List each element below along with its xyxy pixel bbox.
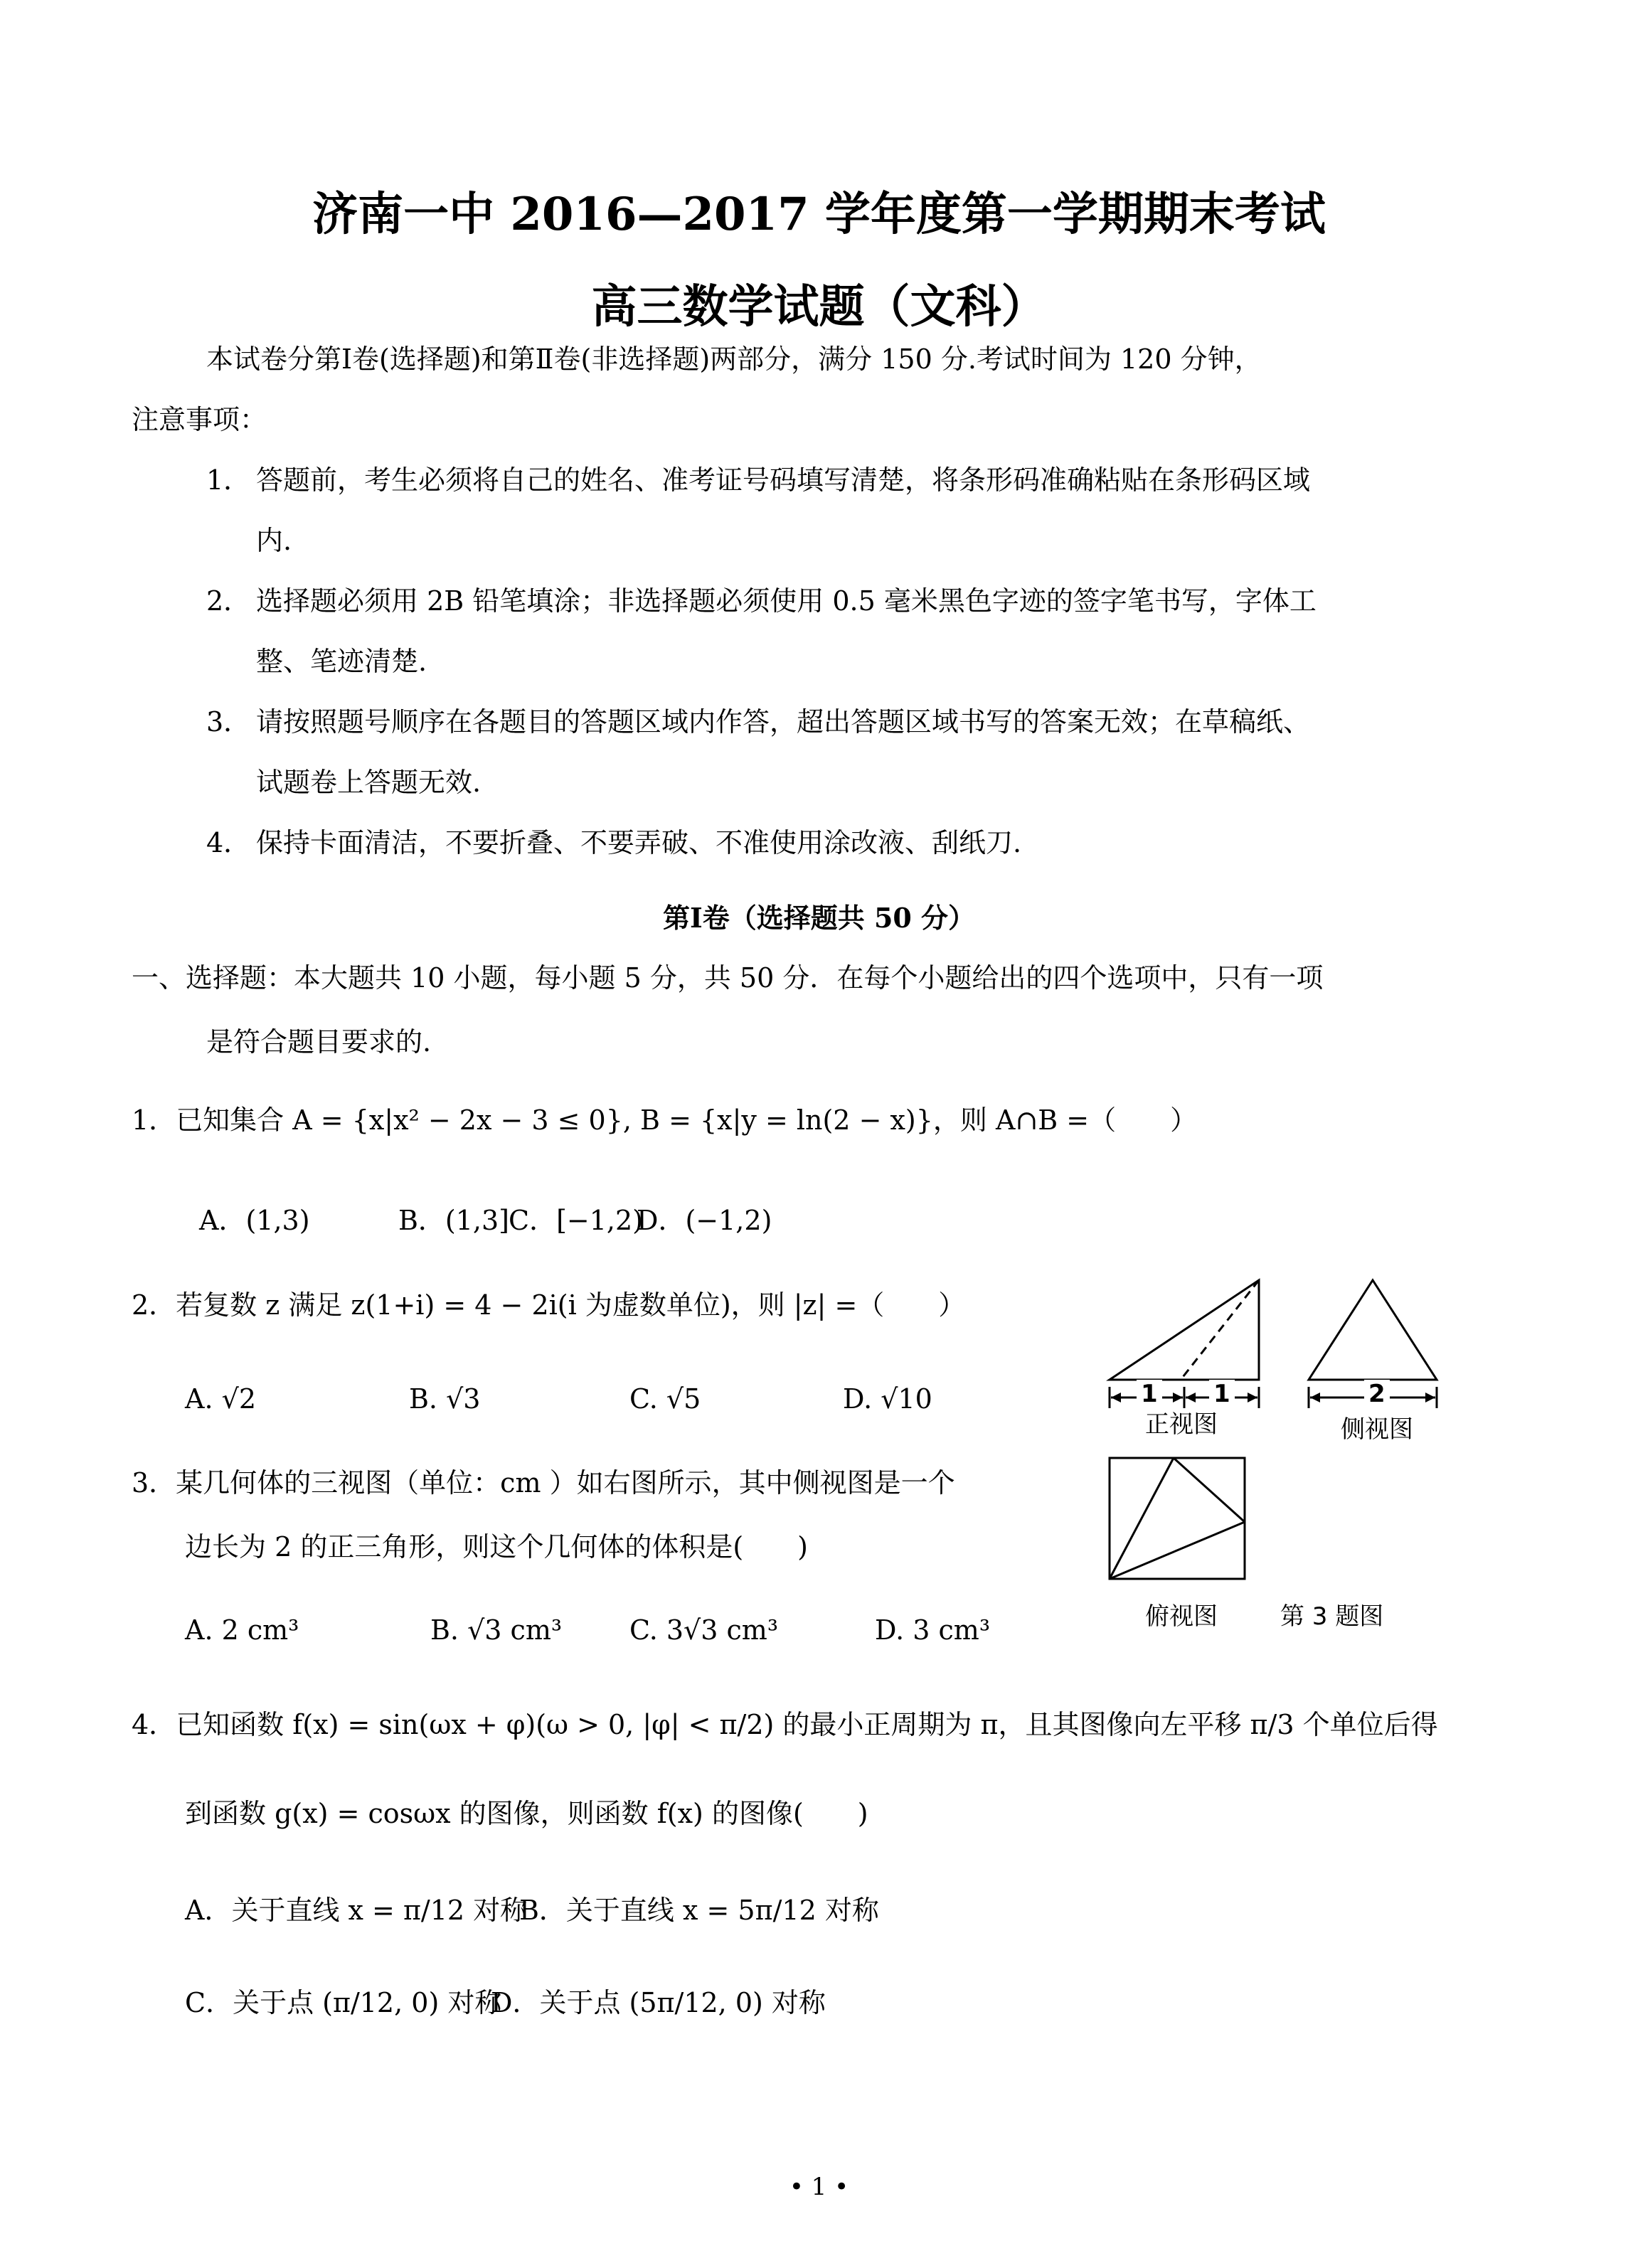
- front-view-label: 正视图: [1145, 1410, 1218, 1439]
- note-2-num: 2．: [206, 585, 251, 617]
- question-4-option-d: D．关于点 (5π/12, 0) 对称: [491, 1987, 826, 2018]
- figure-caption: 第 3 题图: [1280, 1602, 1384, 1631]
- question-3-option-b: B. √3 cm³: [430, 1614, 563, 1646]
- note-2-line2: 整、笔迹清楚.: [256, 646, 427, 677]
- front-view-dimension-2: 1: [1209, 1380, 1235, 1408]
- exam-title: 济南一中 2016—2017 学年度第一学期期末考试: [312, 188, 1326, 241]
- note-4-num: 4．: [206, 827, 251, 858]
- top-view-figure: [1095, 1451, 1273, 1593]
- note-1-line2: 内.: [256, 525, 292, 556]
- section-instructions-line1: 一、选择题：本大题共 10 小题，每小题 5 分，共 50 分．在每个小题给出的四个选项中，只有一项: [132, 962, 1324, 994]
- question-2-option-c: C. √5: [629, 1383, 701, 1415]
- front-view-dimension-1: 1: [1137, 1380, 1162, 1408]
- page-number: • 1 •: [789, 2173, 849, 2201]
- question-2-option-d: D. √10: [843, 1383, 932, 1415]
- question-3-line1: 3．某几何体的三视图（单位：cm ）如右图所示，其中侧视图是一个: [132, 1467, 955, 1498]
- question-2-stem: 2．若复数 z 满足 z(1+i) = 4 − 2i(i 为虚数单位)，则 |z| =（ ）: [132, 1289, 966, 1321]
- question-3-line2: 边长为 2 的正三角形，则这个几何体的体积是( ): [185, 1531, 808, 1562]
- side-view-label: 侧视图: [1341, 1415, 1413, 1444]
- question-4-option-c: C．关于点 (π/12, 0) 对称: [185, 1987, 502, 2018]
- question-2-option-a: A. √2: [185, 1383, 256, 1415]
- note-3-line2: 试题卷上答题无效.: [256, 767, 482, 798]
- intro-line: 本试卷分第Ⅰ卷(选择题)和第Ⅱ卷(非选择题)两部分，满分 150 分.考试时间为 120 分钟，: [206, 344, 1262, 375]
- section-instructions-line2: 是符合题目要求的.: [206, 1026, 432, 1058]
- exam-subtitle: 高三数学试题（文科）: [591, 280, 1047, 334]
- question-4-option-a: A．关于直线 x = π/12 对称: [185, 1895, 528, 1926]
- side-view-dimension: 2: [1364, 1380, 1390, 1408]
- question-4-option-b: B．关于直线 x = 5π/12 对称: [519, 1895, 879, 1926]
- question-1-option-b: B．(1,3]: [398, 1205, 510, 1236]
- note-4-line1: 保持卡面清洁，不要折叠、不要弄破、不准使用涂改液、刮纸刀.: [256, 827, 1022, 858]
- notes-heading: 注意事项：: [132, 404, 267, 435]
- note-3-line1: 请按照题号顺序在各题目的答题区域内作答，超出答题区域书写的答案无效；在草稿纸、: [256, 706, 1311, 738]
- note-3-num: 3．: [206, 706, 251, 738]
- note-1-line1: 答题前，考生必须将自己的姓名、准考证号码填写清楚，将条形码准确粘贴在条形码区域: [256, 464, 1311, 496]
- top-view-label: 俯视图: [1145, 1602, 1218, 1631]
- question-4-line1: 4．已知函数 f(x) = sin(ωx + φ)(ω > 0, |φ| < π/2) 的最小正周期为 π，且其图像向左平移 π/3 个单位后得: [132, 1709, 1438, 1740]
- question-4-line2: 到函数 g(x) = cosωx 的图像，则函数 f(x) 的图像( ): [185, 1798, 868, 1829]
- note-2-line1: 选择题必须用 2B 铅笔填涂；非选择题必须使用 0.5 毫米黑色字迹的签字笔书写，字体工: [256, 585, 1317, 617]
- question-3-option-a: A. 2 cm³: [185, 1614, 299, 1646]
- question-1-option-a: A．(1,3): [199, 1205, 310, 1236]
- note-1-num: 1．: [206, 464, 251, 496]
- question-1-option-d: D．(−1,2): [637, 1205, 772, 1236]
- question-3-option-c: C. 3√3 cm³: [629, 1614, 779, 1646]
- question-1-stem: 1．已知集合 A = {x|x² − 2x − 3 ≤ 0}, B = {x|y = ln(2 − x)}，则 A∩B =（ ）: [132, 1104, 1198, 1136]
- question-2-option-b: B. √3: [409, 1383, 481, 1415]
- question-1-option-c: C．[−1,2): [509, 1205, 643, 1236]
- question-3-option-d: D. 3 cm³: [875, 1614, 991, 1646]
- section-heading: 第Ⅰ卷（选择题共 50 分）: [662, 902, 976, 934]
